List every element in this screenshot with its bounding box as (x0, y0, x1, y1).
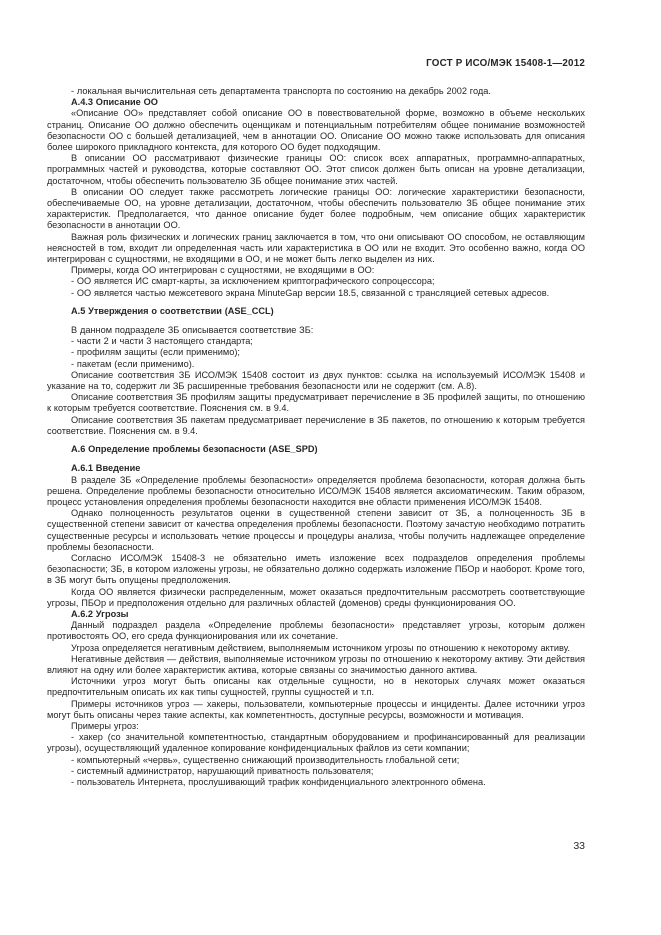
list-item: - хакер (со значительной компетентностью, стандартным оборудованием и профинансированный для реализации угрозы), осуществляющий удаленное копирование конфиденциальных файлов из сети компании; (47, 732, 585, 754)
list-item: - системный администратор, нарушающий приватность пользователя; (71, 765, 374, 776)
paragraph: Негативные действия — действия, выполняемые источником угрозы по отношению к некоторому активу. Эти действия влияют на одну или более характеристик актива, которые связаны со значимостью данного актива. (47, 653, 585, 675)
paragraph: Примеры, когда ОО интегрирован с сущностями, не входящими в ОО: (71, 265, 375, 276)
list-item: - ОО является ИС смарт-карты, за исключением криптографического сопроцессора; (71, 276, 435, 287)
subsection-heading: А.6.1 Введение (71, 463, 141, 474)
list-item: - локальная вычислительная сеть департамента транспорта по состоянию на декабрь 2002 года. (71, 86, 491, 96)
paragraph: Описание соответствия ЗБ ИСО/МЭК 15408 состоит из двух пунктов: ссылка на используемый ИСО/МЭК 15408 и указание на то, содержит ли ЗБ расширенные требования безопасности или не содержит (см. А.8). (47, 369, 585, 392)
page-content (47, 86, 585, 788)
page-footer (47, 840, 585, 852)
list-item: - пользователь Интернета, прослушивающий трафик конфиденциального электронного обмена. (71, 776, 486, 787)
subsection-heading: А.6.2 Угрозы (71, 608, 129, 619)
list-item: - ОО является частью межсетевого экрана MinuteGap версии 18.5, связанной с трансляцией сетевых адресов. (71, 287, 550, 298)
page-header (47, 58, 585, 69)
paragraph: Однако полноценность результатов оценки в существенной степени зависит от ЗБ, а полноценность ЗБ в существенной степени зависит от качества определения проблемы безопасности. Поэтому зачастую необходимо потратить существенные ресурсы и использовать четкие процессы и процедуры анализа, чтобы получить надлежащее определение проблемы безопасности. (47, 508, 585, 552)
paragraph: В описании ОО следует также рассмотреть логические границы ОО: логические характеристики безопасности, обеспечиваемые ОО, на уровне детализации, достаточном, чтобы обеспечить пользователю ЗБ общее понимание этих характеристик. Предполагается, что данное описание будет более подробным, чем описание общих характеристик безопасности в аннотации ОО. (47, 186, 585, 231)
section-heading: А.6 Определение проблемы безопасности (ASE_SPD) (71, 444, 318, 455)
list-item: - компьютерный «червь», существенно снижающий производительность глобальной сети; (71, 754, 460, 765)
paragraph: Источники угроз могут быть описаны как отдельные сущности, но в некоторых случаях может оказаться предпочтительным описать их как типы сущностей, группы сущностей и т.п. (47, 676, 585, 698)
list-item: - профилям защиты (если применимо); (71, 347, 240, 358)
paragraph: Согласно ИСО/МЭК 15408-3 не обязательно иметь изложение всех подразделов определения проблемы безопасности; ЗБ, в котором изложены угрозы, не обязательно должно содержать изложение ПБОр и наоборот. Кроме того, в ЗБ могут быть опущены предположения. (47, 552, 585, 586)
paragraph: Важная роль физических и логических границ заключается в том, что они описывают ОО способом, не оставляющим неясностей в том, входит ли определенная часть или характеристика в ОО или не входит. Это особенно важно, когда ОО интегрирован с сущностями, не входящими в ОО, и не может быть легко выделен из них. (47, 231, 585, 265)
paragraph: Угроза определяется негативным действием, выполняемым источником угрозы по отношению к некоторому активу. (71, 642, 570, 653)
subsection-heading: А.4.3 Описание ОО (71, 97, 158, 108)
page-number: 33 (573, 840, 585, 852)
paragraph: В данном подразделе ЗБ описывается соответствие ЗБ: (71, 325, 314, 336)
paragraph: В разделе ЗБ «Определение проблемы безопасности» определяется проблема безопасности, которая должна быть решена. Определение проблемы безопасности относительно ИСО/МЭК 15408 является аксиоматическим. Таким образом, процесс установления определения проблемы безопасности находится вне области применения ИСО/МЭК 15408. (47, 474, 585, 507)
paragraph: Описание соответствия ЗБ пакетам предусматривает перечисление в ЗБ пакетов, по отношению к которым требуется соответствие. Пояснения см. в 9.4. (47, 414, 585, 436)
section-heading: А.5 Утверждения о соответствии (ASE_CCL) (71, 305, 274, 316)
paragraph: Примеры угроз: (71, 720, 139, 731)
paragraph: Данный подраздел раздела «Определение проблемы безопасности» представляет угрозы, которым должен противостоять ОО, его среда функционирования или их сочетание. (47, 620, 585, 642)
document-code: ГОСТ Р ИСО/МЭК 15408-1—2012 (426, 58, 585, 69)
paragraph: Когда ОО является физически распределенным, может оказаться предпочтительным рассмотреть соответствующие угрозы, ПБОр и предположения отдельно для различных областей (доменов) среды функционирования ОО. (47, 586, 585, 608)
list-item: - пакетам (если применимо). (71, 358, 195, 369)
list-item: - части 2 и части 3 настоящего стандарта; (71, 336, 253, 347)
paragraph: «Описание ОО» представляет собой описание ОО в повествовательной форме, возможно в объеме нескольких страниц. Описание ОО должно обеспечить оценщикам и потенциальным потребителям общее понимание возможностей безопасности ОО с большей детализацией, чем в аннотации ОО. Описание ОО можно также использовать для описания более широкого прикладного контекста, для которого ОО будет подходящим. (47, 108, 585, 153)
paragraph: Примеры источников угроз — хакеры, пользователи, компьютерные процессы и инциденты. Далее источники угроз могут быть описаны через такие аспекты, как компетентность, доступные ресурсы, возможности и мотивация. (47, 698, 585, 720)
paragraph: Описание соответствия ЗБ профилям защиты предусматривает перечисление в ЗБ профилей защиты, по отношению к которым требуется соответствие. Пояснения см. в 9.4. (47, 392, 585, 414)
paragraph: В описании ОО рассматривают физические границы ОО: список всех аппаратных, программно-аппаратных, программных частей и руководства, которые составляют ОО. Этот список должен быть описан на уровне детализации, достаточном, чтобы обеспечить пользователю ЗБ общее понимание этих частей. (47, 153, 585, 186)
